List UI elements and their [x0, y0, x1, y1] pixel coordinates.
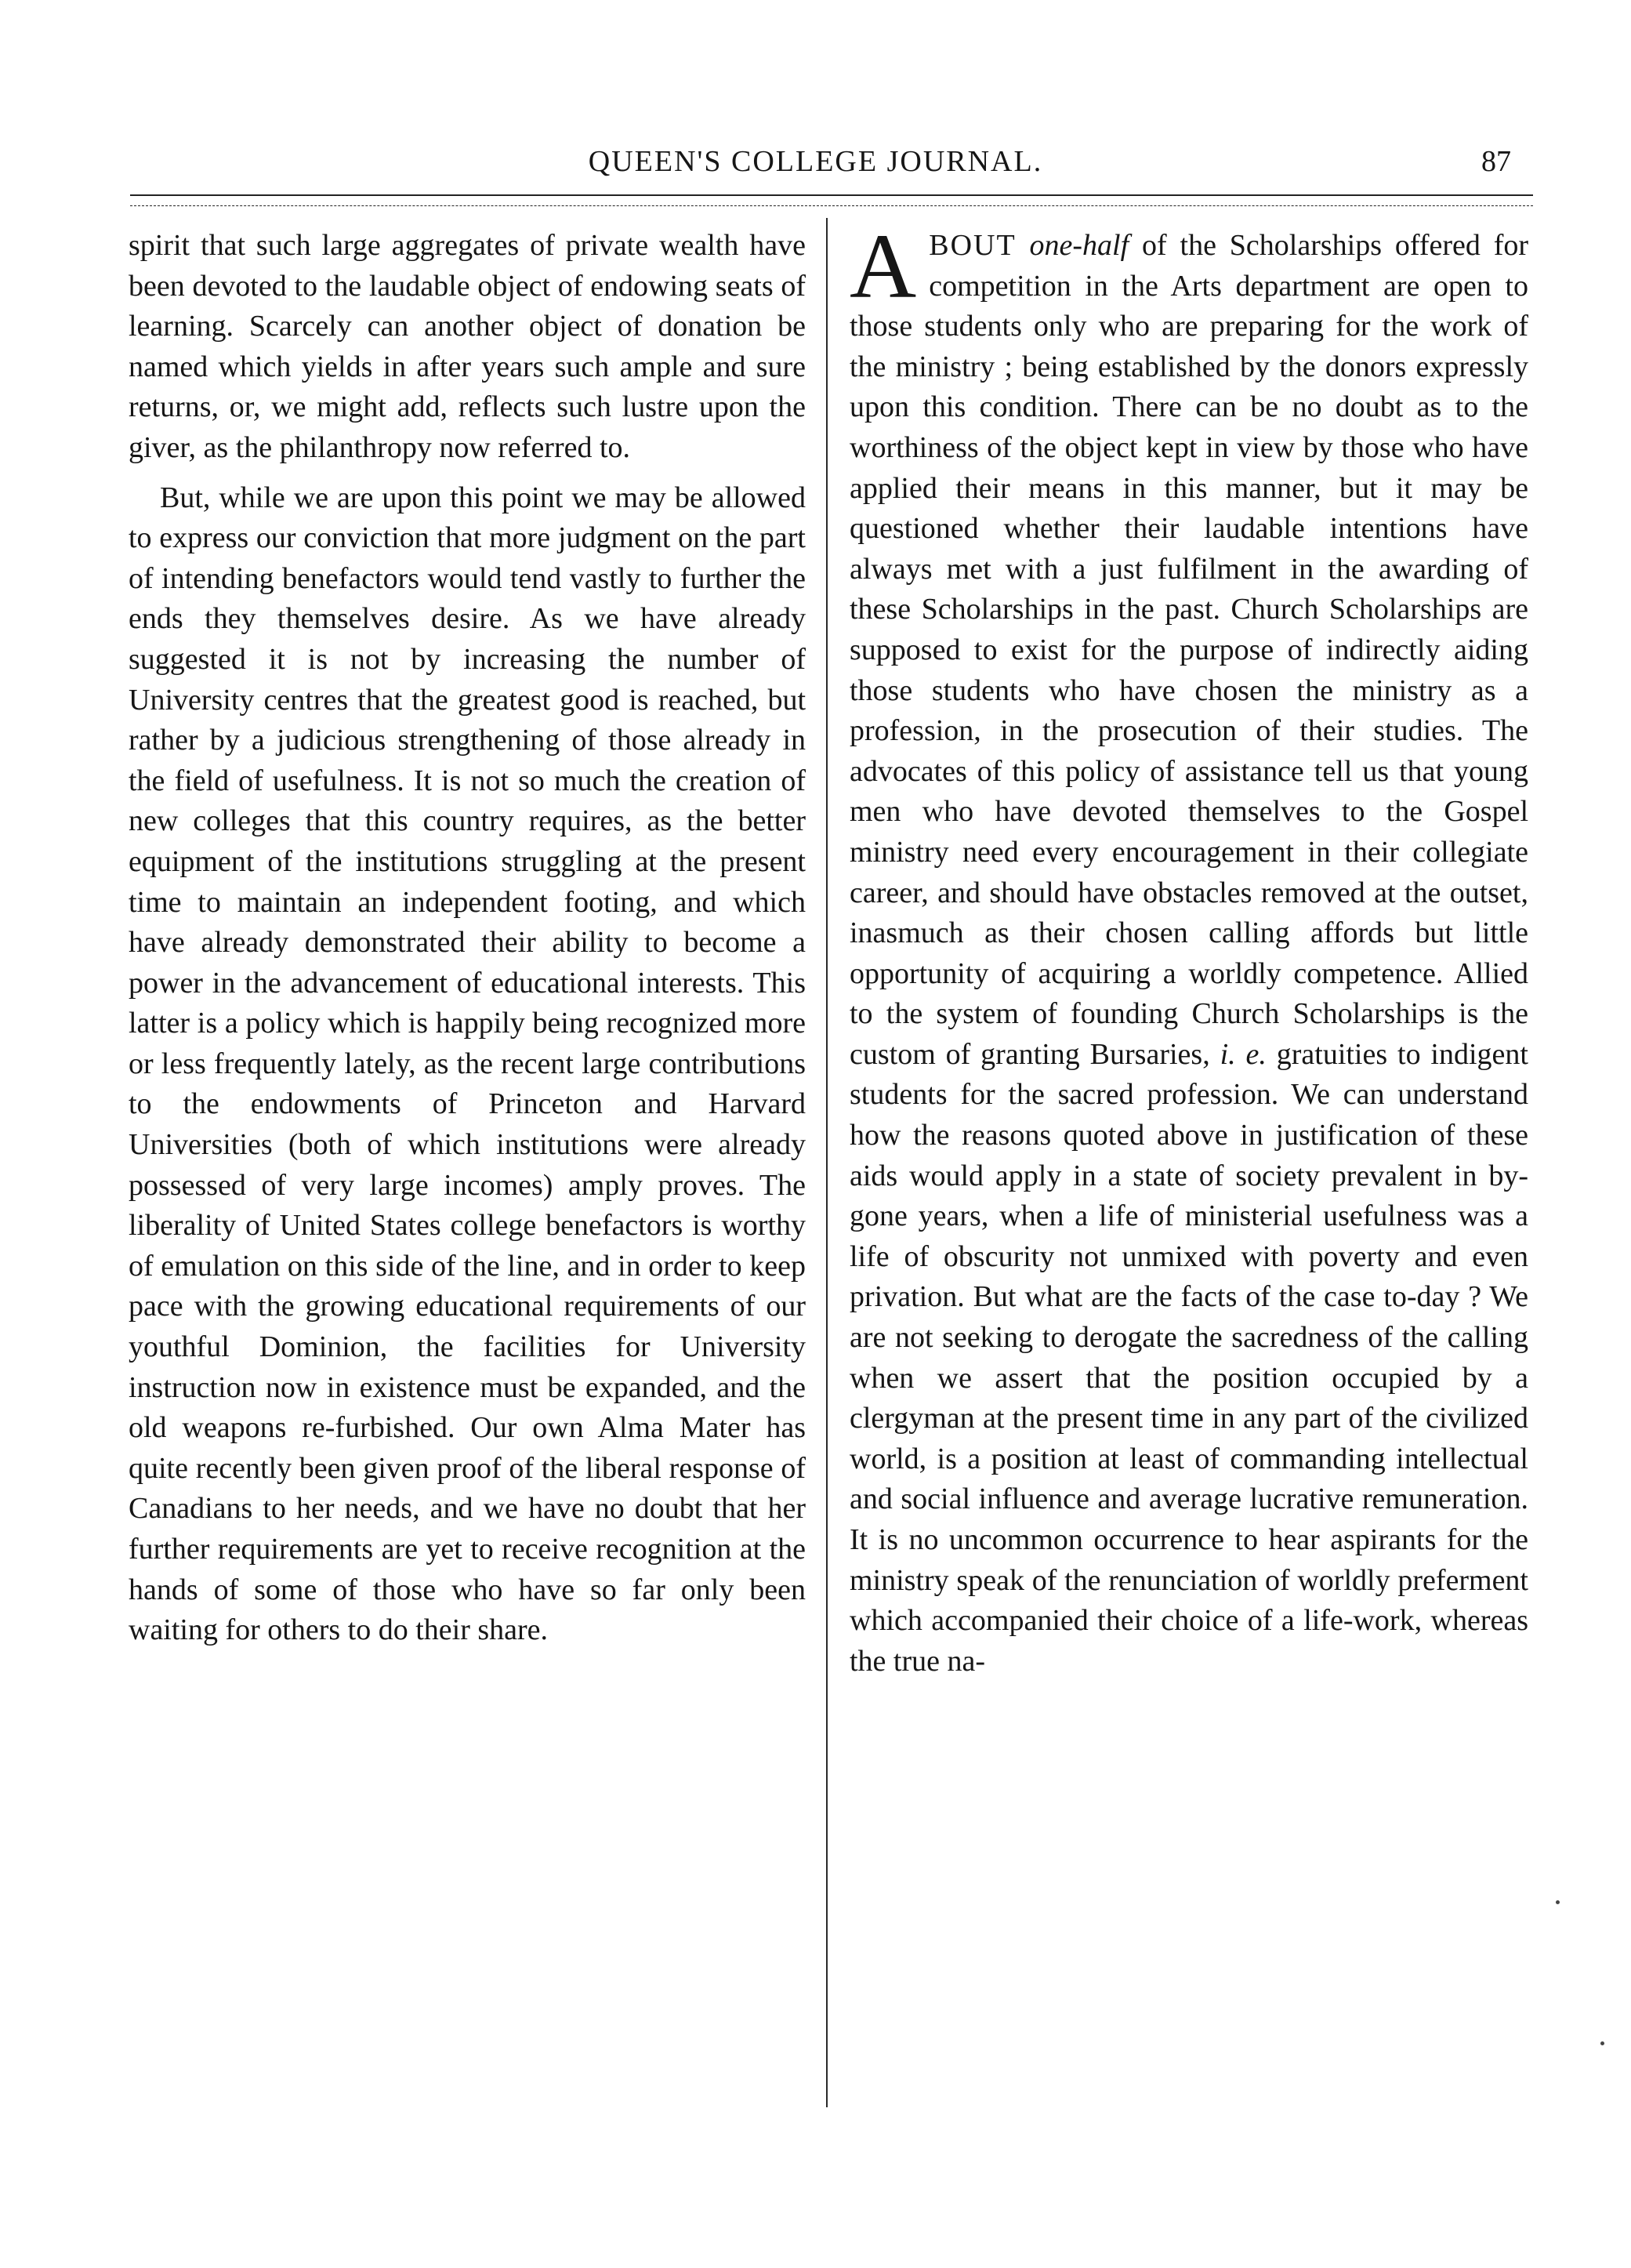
italic-phrase: one-half: [1029, 229, 1129, 262]
header-rule-thin: [130, 205, 1533, 206]
right-column: [850, 215, 1529, 1682]
body-text: gratuities to indigent students for the sacred profession. We can understand how the reasons quoted above in justification of these aids would apply in a state of society prevalent in by-gone years, when a life of ministerial usefulness was a life of obscurity not unmixed with poverty and even privation. But what are the facts of the case to-day ? We are not seeking to derogate the sacredness of the calling when we assert that the position occupied by a clergyman at the present time in any part of the civilized world, is a position at least of commanding intellectual and social influence and average lucrative remuneration. It is no uncommon occurrence to hear aspirants for the ministry speak of the renunciation of worldly preferment which accompanied their choice of a life-work, whereas the true na-: [850, 1037, 1528, 1678]
right-paragraph: [850, 215, 1529, 1682]
header-rule: [130, 194, 1533, 196]
lead-word: BOUT: [929, 229, 1017, 262]
column-divider: [826, 218, 828, 2107]
left-paragraph: spirit that such large aggregates of private wealth have been devoted to the laudable object of endowing seats of learning. Scarcely can another object of donation be named which yields in after years such ample and sure returns, or, we might add, reflects such lustre upon the giver, as the philanthropy now referred to.: [129, 229, 806, 464]
print-speck: [1556, 1900, 1560, 1904]
italic-abbreviation: i. e.: [1220, 1037, 1267, 1071]
left-column: [129, 226, 806, 1651]
journal-title: QUEEN'S COLLEGE JOURNAL.: [588, 145, 1043, 178]
print-speck: [1600, 2041, 1604, 2045]
left-paragraph: But, while we are upon this point we may be allowed to express our conviction that more judgment on the part of intending benefactors would tend vastly to further the ends they themselves desire. As we have already suggested it is not by increasing the number of University centres that the greatest good is reached, but rather by a judicious strengthening of those already in the field of usefulness. It is not so much the creation of new colleges that this country requires, as the better equipment of the institutions struggling at the present time to maintain an independent footing, and which have already demonstrated their ability to become a power in the advancement of educational interests. This latter is a policy which is happily being recognized more or less frequently lately, as the recent large contributions to the endowments of Princeton and Harvard Universities (both of which institutions were already possessed of very large incomes) amply proves. The liberality of United States college benefactors is worthy of emulation on this side of the line, and in order to keep pace with the growing educational requirements of our youthful Dominion, the facilities for University instruction now in existence must be expanded, and the old weapons re-furbished. Our own Alma Mater has quite recently been given proof of the liberal response of Canadians to her needs, and we have no doubt that her further requirements are yet to receive recognition at the hands of some of those who have so far only been waiting for others to do their share.: [129, 481, 806, 1647]
page-number: 87: [1481, 145, 1511, 178]
body-text: of the Scholarships offered for competition in the Arts department are open to those students only who are preparing for the work of the ministry ; being established by the donors expressly upon this condition. There can be no doubt as to the worthiness of the object kept in view by those who have applied their means in this manner, but it may be questioned whether their laudable intentions have always met with a just fulfilment in the awarding of these Scholarships in the past. Church Scholarships are supposed to exist for the purpose of indirectly aiding those students who have chosen the ministry as a profession, in the prosecution of their studies. The advocates of this policy of assistance tell us that young men who have devoted themselves to the Gospel ministry need every encouragement in their collegiate career, and should have obstacles removed at the outset, inasmuch as their chosen calling affords but little opportunity of acquiring a worldly competence. Allied to the system of founding Church Scholarships is the custom of granting Bursaries,: [850, 229, 1529, 1071]
drop-cap: A: [850, 215, 917, 318]
